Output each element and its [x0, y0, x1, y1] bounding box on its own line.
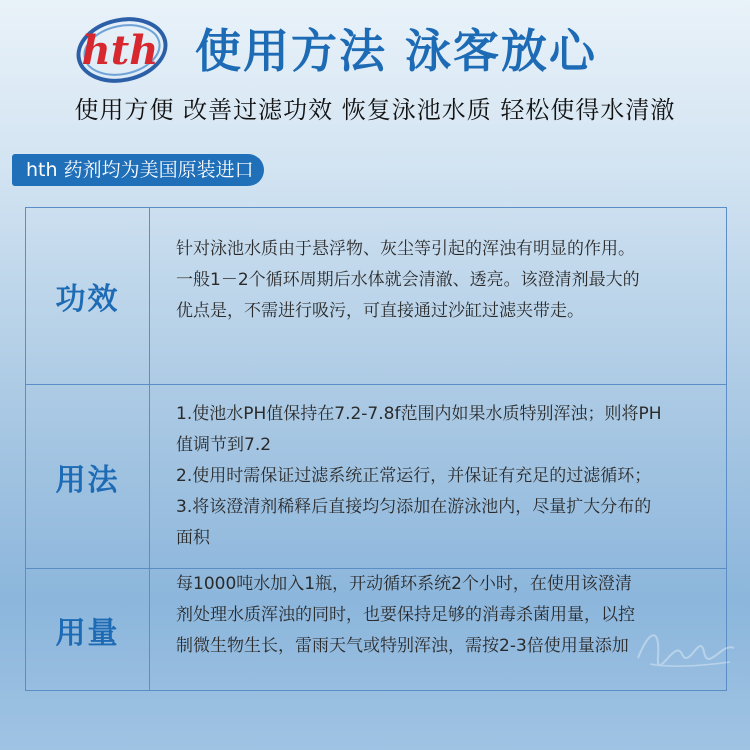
logo-text: hth — [81, 27, 159, 74]
page-title: 使用方法 泳客放心 — [195, 24, 598, 78]
row-text-dosage — [176, 569, 708, 662]
text-line: 2.使用时需保证过滤系统正常运行，并保证有充足的过滤循环； — [176, 466, 652, 486]
hth-logo — [70, 12, 170, 88]
text-line: 剂处理水质浑浊的同时，也要保持足够的消毒杀菌用量，以控 — [176, 605, 635, 625]
text-line: 1.使池水PH值保持在7.2-7.8f范围内如果水质特别浑浊；则将PH — [176, 404, 662, 424]
row-label-effect: 功效 — [26, 208, 150, 384]
hth-logo-graphic — [70, 12, 170, 88]
page-subtitle: 使用方便 改善过滤功效 恢复泳池水质 轻松使得水清澈 — [74, 96, 676, 124]
text-line: 制微生物生长，雷雨天气或特别浑浊，需按2-3倍使用量添加 — [176, 636, 629, 656]
origin-badge: hth 药剂均为美国原装进口 — [12, 154, 264, 186]
text-line: 一般1－2个循环周期后水体就会清澈、透亮。该澄清剂最大的 — [176, 270, 640, 290]
signature-graphic — [630, 618, 740, 678]
table-row-dosage — [26, 569, 726, 691]
signature-watermark — [630, 618, 740, 678]
row-text-usage — [176, 399, 708, 554]
row-text-effect — [176, 234, 708, 327]
table-row-effect — [26, 208, 726, 385]
text-line: 针对泳池水质由于悬浮物、灰尘等引起的浑浊有明显的作用。 — [176, 239, 635, 259]
text-line: 每1000吨水加入1瓶，开动循环系统2个小时，在使用该澄清 — [176, 574, 632, 594]
text-line: 优点是，不需进行吸污，可直接通过沙缸过滤夹带走。 — [176, 301, 584, 321]
row-label-usage: 用法 — [26, 385, 150, 568]
text-line: 面积 — [176, 528, 210, 548]
text-line: 值调节到7.2 — [176, 435, 272, 455]
info-table — [25, 207, 727, 691]
row-label-dosage: 用量 — [26, 569, 150, 691]
table-row-usage — [26, 385, 726, 569]
text-line: 3.将该澄清剂稀释后直接均匀添加在游泳池内，尽量扩大分布的 — [176, 497, 652, 517]
